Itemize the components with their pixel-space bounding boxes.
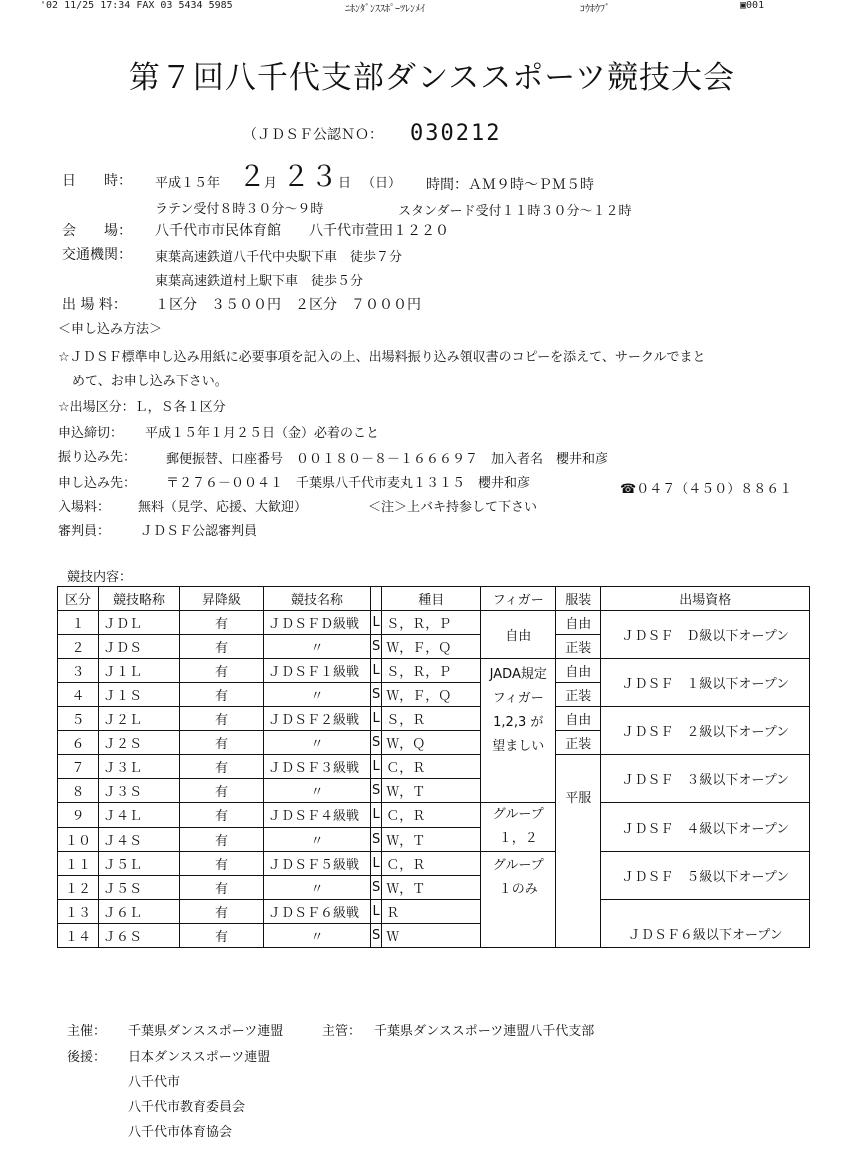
row-competition-name: 〃 — [264, 731, 371, 755]
deadline-label: 申込締切： — [58, 426, 124, 441]
row-dances: Ｗ，Ｆ，Ｑ — [382, 683, 481, 707]
header-promotion: 昇降級 — [180, 587, 264, 611]
row-code: Ｊ５Ｌ — [99, 852, 180, 876]
row-promotion: 有 — [180, 635, 264, 659]
row-promotion: 有 — [180, 731, 264, 755]
row-competition-name: 〃 — [264, 827, 371, 852]
figure-jada-line: JADA規定 — [489, 667, 547, 682]
dress-cell: 自由 — [556, 659, 601, 683]
apply-to-phone: ☎０４７（４５０）８８６１ — [620, 482, 793, 497]
figure-group-1-2 — [481, 803, 556, 852]
row-category: L — [371, 755, 382, 779]
row-division: ８ — [58, 779, 99, 803]
row-division: １ — [58, 611, 99, 635]
figure-jada — [481, 659, 556, 803]
row-competition-name: 〃 — [264, 683, 371, 707]
division-note: ☆出場区分：Ｌ，Ｓ各１区分 — [58, 400, 226, 415]
method-line-2: めて、お申し込み下さい。 — [72, 374, 228, 389]
fee-value: １区分 ３５００円 ２区分 ７０００円 — [155, 297, 421, 313]
row-division: ７ — [58, 755, 99, 779]
row-code: Ｊ５Ｓ — [99, 876, 180, 900]
table-row — [58, 900, 810, 924]
row-competition-name: ＪＤＳＦ２級戦 — [264, 707, 371, 731]
qualification-cell: ＪＤＳＦ ２級以下オープン — [601, 707, 810, 755]
supporter-item: 八千代市体育協会 — [128, 1125, 233, 1140]
qualification-cell: ＪＤＳＦ ５級以下オープン — [601, 852, 810, 900]
transfer-label: 振り込み先： — [58, 450, 137, 465]
table-caption: 競技内容： — [67, 570, 133, 585]
row-code: Ｊ４Ｓ — [99, 827, 180, 852]
deadline-value: 平成１５年１月２５日（金）必着のこと — [145, 426, 380, 441]
row-dances: Ｗ，Ｔ — [382, 876, 481, 900]
header-dress: 服装 — [556, 587, 601, 611]
method-line-1: ☆ＪＤＳＦ標準申し込み用紙に必要事項を記入の上、出場料振り込み領収書のコピーを添えて、サークルでまと — [58, 350, 706, 365]
datetime-label: 日 時： — [62, 173, 132, 189]
row-dances: Ｃ，Ｒ — [382, 852, 481, 876]
transfer-value: 郵便振替、口座番号 ００１８０－８－１６６６９７ 加入者名 櫻井和彦 — [166, 452, 609, 467]
header-figure: フィガー — [481, 587, 556, 611]
qualification-cell: ＪＤＳＦ ４級以下オープン — [601, 803, 810, 852]
dress-cell: 自由 — [556, 707, 601, 731]
row-dances: Ｗ，Ｔ — [382, 827, 481, 852]
manager-label: 主管： — [322, 1024, 362, 1039]
row-division: １２ — [58, 876, 99, 900]
table-row — [58, 611, 810, 635]
row-promotion: 有 — [180, 852, 264, 876]
standard-reception: スタンダード受付１１時３０分～１２時 — [398, 204, 632, 219]
fee-label: 出 場 料： — [62, 297, 127, 313]
organizer-label: 主催： — [67, 1024, 107, 1039]
row-promotion: 有 — [180, 755, 264, 779]
row-category: L — [371, 659, 382, 683]
row-competition-name: ＪＤＳＦ１級戦 — [264, 659, 371, 683]
row-promotion: 有 — [180, 900, 264, 924]
date-month-unit: 月 — [264, 176, 278, 191]
dress-cell: 自由 — [556, 611, 601, 635]
figure-group-line: グループ — [492, 807, 544, 822]
row-category: L — [371, 900, 382, 924]
row-code: Ｊ１Ｌ — [99, 659, 180, 683]
qualification-cell: ＪＤＳＦ １級以下オープン — [601, 659, 810, 707]
date-day-unit: 日 — [338, 176, 352, 191]
row-promotion: 有 — [180, 779, 264, 803]
transport-line-1: 東葉高速鉄道八千代中央駅下車 徒歩７分 — [155, 250, 403, 265]
figure-jada-line: フィガー — [492, 691, 544, 706]
date-era: 平成１５年 — [155, 176, 221, 191]
row-dances: Ｃ，Ｒ — [382, 755, 481, 779]
row-code: Ｊ２Ｌ — [99, 707, 180, 731]
transport-line-2: 東葉高速鉄道村上駅下車 徒歩５分 — [155, 274, 364, 289]
qualification-cell: ＪＤＳＦ ３級以下オープン — [601, 755, 810, 803]
figure-group-1 — [481, 852, 556, 948]
transport-label: 交通機関： — [62, 247, 132, 263]
row-competition-name: 〃 — [264, 635, 371, 659]
supporter-item: 八千代市教育委員会 — [128, 1100, 246, 1115]
figure-jada-line: 1,2,3 が — [493, 715, 544, 730]
row-code: Ｊ６Ｓ — [99, 924, 180, 948]
jdsf-number-value: 030212 — [410, 121, 502, 146]
row-division: ９ — [58, 803, 99, 828]
row-code: Ｊ３Ｌ — [99, 755, 180, 779]
qualification-cell: ＪＤＳＦ６級以下オープン — [601, 900, 810, 948]
manager-value: 千葉県ダンススポーツ連盟八千代支部 — [374, 1024, 595, 1039]
venue-value: 八千代市市民体育館 八千代市萱田１２２０ — [155, 223, 449, 239]
row-code: Ｊ２Ｓ — [99, 731, 180, 755]
row-code: ＪＤＬ — [99, 611, 180, 635]
document-title: 第７回八千代支部ダンススポーツ競技大会 — [128, 60, 736, 96]
row-competition-name: ＪＤＳＦ５級戦 — [264, 852, 371, 876]
row-dances: Ｓ，Ｒ，Ｐ — [382, 659, 481, 683]
row-code: Ｊ３Ｓ — [99, 779, 180, 803]
row-dances: Ｃ，Ｒ — [382, 803, 481, 828]
row-category: L — [371, 707, 382, 731]
row-dances: Ｒ — [382, 900, 481, 924]
admission-value: 無料（見学、応援、大歓迎） — [138, 500, 308, 515]
row-competition-name: 〃 — [264, 876, 371, 900]
row-category: S — [371, 635, 382, 659]
admission-note: ＜注＞上バキ持参して下さい — [368, 500, 538, 515]
latin-reception: ラテン受付８時３０分～９時 — [155, 202, 324, 217]
header-category — [371, 587, 382, 611]
row-division: ３ — [58, 659, 99, 683]
fax-department: ｺｳﾎｳﾌﾞ — [580, 4, 610, 15]
figure-jada-line: 望ましい — [492, 739, 545, 754]
row-competition-name: 〃 — [264, 779, 371, 803]
row-code: Ｊ１Ｓ — [99, 683, 180, 707]
header-qualification: 出場資格 — [601, 587, 810, 611]
row-code: Ｊ４Ｌ — [99, 803, 180, 828]
row-division: １１ — [58, 852, 99, 876]
row-dances: Ｗ，Ｔ — [382, 779, 481, 803]
row-dances: Ｗ，Ｆ，Ｑ — [382, 635, 481, 659]
row-dances: Ｗ，Ｑ — [382, 731, 481, 755]
table-row — [58, 852, 810, 876]
figure-group-line: グループ — [492, 858, 544, 873]
row-promotion: 有 — [180, 659, 264, 683]
fax-datetime: '02 11/25 17:34 FAX 03 5434 5985 — [40, 0, 233, 11]
row-dances: Ｗ — [382, 924, 481, 948]
row-division: ６ — [58, 731, 99, 755]
row-division: ５ — [58, 707, 99, 731]
header-dances: 種目 — [382, 587, 481, 611]
row-competition-name: ＪＤＳＦＤ級戦 — [264, 611, 371, 635]
jdsf-number-label: （ＪＤＳＦ公認ＮＯ： — [243, 127, 383, 143]
row-competition-name: ＪＤＳＦ４級戦 — [264, 803, 371, 828]
dress-cell: 正装 — [556, 635, 601, 659]
fax-page-icon: ▣ — [740, 0, 747, 11]
header-competition-name: 競技名称 — [264, 587, 371, 611]
row-promotion: 有 — [180, 803, 264, 828]
row-promotion: 有 — [180, 611, 264, 635]
fax-sender: ﾆﾎﾝﾀﾞﾝｽｽﾎﾟｰﾂﾚﾝﾒｲ — [345, 4, 425, 15]
row-dances: Ｓ，Ｒ，Ｐ — [382, 611, 481, 635]
judges-label: 審判員： — [58, 524, 111, 539]
row-category: L — [371, 611, 382, 635]
row-promotion: 有 — [180, 683, 264, 707]
judges-value: ＪＤＳＦ公認審判員 — [140, 524, 258, 539]
figure-group-line: １，２ — [498, 831, 538, 846]
date-day: ２３ — [282, 160, 339, 193]
figure-group-line: １のみ — [498, 882, 538, 897]
row-category: S — [371, 683, 382, 707]
row-category: S — [371, 924, 382, 948]
row-competition-name: ＪＤＳＦ６級戦 — [264, 900, 371, 924]
competition-table — [57, 586, 810, 948]
row-code: ＪＤＳ — [99, 635, 180, 659]
row-division: １３ — [58, 900, 99, 924]
dress-cell: 平服 — [556, 755, 601, 948]
table-row — [58, 659, 810, 683]
row-competition-name: ＪＤＳＦ３級戦 — [264, 755, 371, 779]
row-category: L — [371, 852, 382, 876]
supporters-label: 後援： — [67, 1050, 107, 1065]
row-category: S — [371, 876, 382, 900]
row-promotion: 有 — [180, 924, 264, 948]
admission-label: 入場料： — [58, 500, 111, 515]
row-division: １４ — [58, 924, 99, 948]
event-hours: 時間：ＡＭ９時～ＰＭ５時 — [426, 177, 594, 193]
row-promotion: 有 — [180, 827, 264, 852]
table-header-row — [58, 587, 810, 611]
venue-label: 会 場： — [62, 223, 132, 239]
row-competition-name: 〃 — [264, 924, 371, 948]
row-promotion: 有 — [180, 707, 264, 731]
row-division: １０ — [58, 827, 99, 852]
supporter-item: 日本ダンススポーツ連盟 — [128, 1050, 271, 1065]
apply-to-label: 申し込み先： — [58, 476, 137, 491]
row-division: ４ — [58, 683, 99, 707]
row-category: L — [371, 803, 382, 828]
row-category: S — [371, 827, 382, 852]
row-dances: Ｓ，Ｒ — [382, 707, 481, 731]
header-code: 競技略称 — [99, 587, 180, 611]
row-category: S — [371, 779, 382, 803]
header-division: 区分 — [58, 587, 99, 611]
row-code: Ｊ６Ｌ — [99, 900, 180, 924]
row-promotion: 有 — [180, 876, 264, 900]
method-heading: ＜申し込み方法＞ — [58, 322, 163, 337]
fax-page-number: ▣001 — [740, 0, 765, 11]
supporter-item: 八千代市 — [128, 1075, 181, 1090]
dress-cell: 正装 — [556, 683, 601, 707]
figure-free: 自由 — [481, 611, 556, 659]
organizer-value: 千葉県ダンススポーツ連盟 — [128, 1024, 284, 1039]
table-row — [58, 707, 810, 731]
dress-cell: 正装 — [556, 731, 601, 755]
qualification-cell: ＪＤＳＦ Ｄ級以下オープン — [601, 611, 810, 659]
apply-to-address: 〒２７６－００４１ 千葉県八千代市麦丸１３１５ 櫻井和彦 — [166, 476, 531, 491]
row-division: ２ — [58, 635, 99, 659]
date-weekday: （日） — [362, 176, 402, 191]
table-row — [58, 755, 810, 779]
date-month: ２ — [238, 160, 267, 193]
table-row — [58, 803, 810, 828]
row-category: S — [371, 731, 382, 755]
